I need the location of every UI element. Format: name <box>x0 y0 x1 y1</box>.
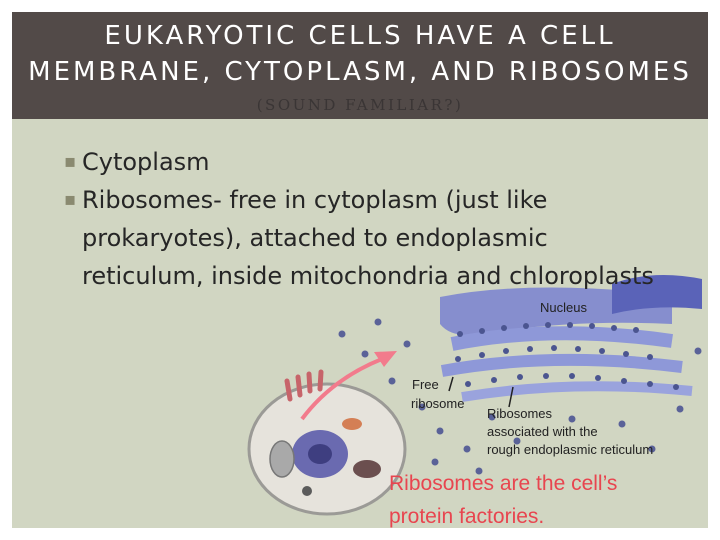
square-bullet-icon: ▪ <box>64 151 77 172</box>
slide-title-line-1: EUKARYOTIC CELLS HAVE A CELL <box>104 21 616 51</box>
free-ribosome-label-line-1: Free <box>412 377 439 392</box>
bullet-text: Ribosomes- free in cytoplasm (just like prokaryotes), attached to endoplasmic reticulum, inside mitochondria and chloroplasts <box>82 186 654 290</box>
square-bullet-icon: ▪ <box>64 189 77 210</box>
free-ribosome-arrow <box>449 377 453 391</box>
bullet-item <box>64 143 674 181</box>
er-ribosome-label-line-2: associated with the <box>487 424 598 439</box>
bullet-text: Cytoplasm <box>82 148 210 176</box>
er-ribosome-label-line-3: rough endoplasmic reticulum <box>487 442 654 457</box>
bullet-list <box>64 143 674 295</box>
bullet-item <box>64 181 674 295</box>
free-ribosome-label-line-2: ribosome <box>411 396 465 411</box>
slide-subtitle: (SOUND FAMILIAR?) <box>256 96 464 114</box>
nucleus-label: Nucleus <box>540 300 587 315</box>
er-ribosome-label-line-1: Ribosomes <box>487 406 553 421</box>
caption-line-2: protein factories. <box>389 505 545 528</box>
caption-line-1: Ribosomes are the cell’s <box>389 472 618 495</box>
slide-title-line-2: MEMBRANE, CYTOPLASM, AND RIBOSOMES <box>28 57 692 87</box>
slide-title <box>12 18 708 90</box>
